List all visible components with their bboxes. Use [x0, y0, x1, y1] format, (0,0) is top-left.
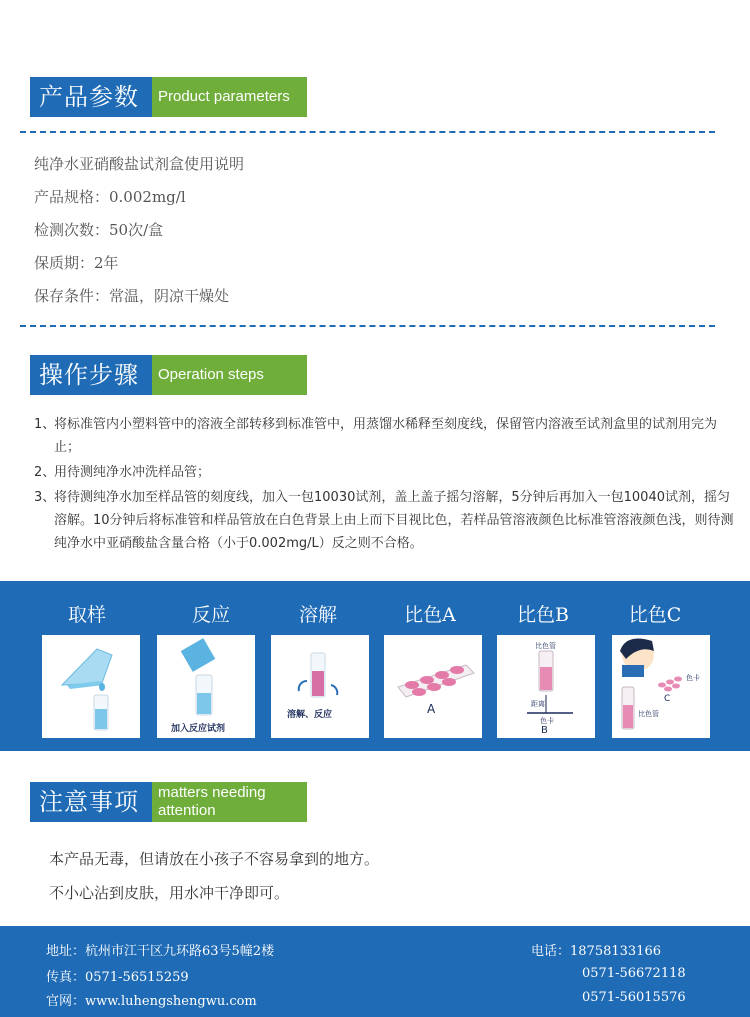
operation-steps-header — [30, 355, 307, 395]
card-caption: 比色管 — [638, 710, 659, 718]
section-title-en: matters needing attention — [152, 782, 307, 822]
params-line: 纯净水亚硝酸盐试剂盒使用说明 — [34, 155, 245, 173]
card-caption: 溶解、反应 — [287, 710, 333, 720]
card-caption: B — [541, 725, 548, 736]
params-line: 产品规格：0.002mg/l — [34, 188, 186, 206]
observer-illustration — [612, 635, 710, 738]
step-text: 将标准管内小塑料管中的溶液全部转移到标准管中，用蒸馏水稀释至刻度线，保留管内溶液至试剂盒里的试剂用完为止； — [54, 417, 718, 455]
footer-site[interactable]: 官网：www.luhengshengwu.com — [46, 994, 257, 1009]
process-label: 反应 — [191, 604, 230, 626]
step-card-sampling — [42, 635, 140, 738]
card-caption: 色卡 — [686, 674, 700, 682]
process-label: 比色A — [404, 604, 456, 626]
sampling-illustration — [42, 635, 140, 738]
color-plate-illustration — [384, 635, 482, 738]
process-label: 溶解 — [298, 604, 337, 626]
section-title-en: Product parameters — [152, 77, 307, 117]
process-label: 取样 — [67, 604, 106, 626]
card-caption: 距离 — [531, 700, 545, 708]
product-params-header — [30, 77, 307, 117]
footer — [0, 926, 750, 1017]
step-card-compare-a — [384, 635, 482, 738]
step-card-dissolve — [271, 635, 369, 738]
params-line: 检测次数：50次/盒 — [34, 221, 164, 239]
step-text: 用待测纯净水冲洗样品管； — [54, 465, 211, 480]
section-title-cn: 操作步骤 — [30, 355, 152, 395]
footer-fax: 传真：0571-56515259 — [46, 970, 189, 985]
step-number: 3、 — [34, 490, 56, 505]
process-label: 比色B — [517, 604, 569, 626]
divider — [20, 325, 715, 327]
step-item — [34, 486, 734, 555]
card-caption: A — [427, 702, 436, 716]
params-list — [34, 148, 694, 313]
card-caption: C — [664, 694, 671, 704]
card-caption: 比色管 — [535, 642, 556, 650]
step-number: 2、 — [34, 465, 56, 480]
dissolve-illustration — [271, 635, 369, 738]
footer-phone: 电话：18758133166 — [531, 944, 661, 959]
footer-phone-2: 0571-56672118 — [582, 966, 686, 981]
card-caption: 加入反应试剂 — [171, 724, 226, 734]
note-line: 本产品无毒，但请放在小孩子不容易拿到的地方。 — [49, 850, 380, 868]
step-item — [34, 413, 734, 459]
step-text: 将待测纯净水加至样品管的刻度线，加入一包10030试剂，盖上盖子摇匀溶解，5分钟后再加入一包10040试剂，摇匀溶解。10分钟后将标准管和样品管放在白色背景上由上而下目视比色，若样品管溶液颜色比标准管溶液颜色浅，则待测纯净水中亚硝酸盐含量合格（小于0.002mg/L）反之则不合格。 — [54, 490, 734, 551]
note-line: 不小心沾到皮肤，用水冲干净即可。 — [49, 884, 290, 902]
steps-list — [34, 413, 734, 557]
card-caption: 色卡 — [540, 717, 554, 725]
step-card-compare-c — [612, 635, 710, 738]
footer-phone-3: 0571-56015576 — [582, 990, 686, 1005]
step-number: 1、 — [34, 417, 56, 432]
notes-header — [30, 782, 307, 822]
divider — [20, 131, 715, 133]
process-label: 比色C — [628, 604, 682, 626]
step-card-reaction — [157, 635, 255, 738]
step-item — [34, 461, 734, 484]
section-title-cn: 注意事项 — [30, 782, 152, 822]
step-card-compare-b — [497, 635, 595, 738]
section-title-en: Operation steps — [152, 355, 307, 395]
params-line: 保质期：2年 — [34, 254, 119, 272]
notes-list — [49, 842, 379, 910]
section-title-cn: 产品参数 — [30, 77, 152, 117]
footer-address: 地址：杭州市江干区九环路63号5幢2楼 — [46, 944, 275, 959]
params-line: 保存条件：常温，阴凉干燥处 — [34, 287, 230, 305]
